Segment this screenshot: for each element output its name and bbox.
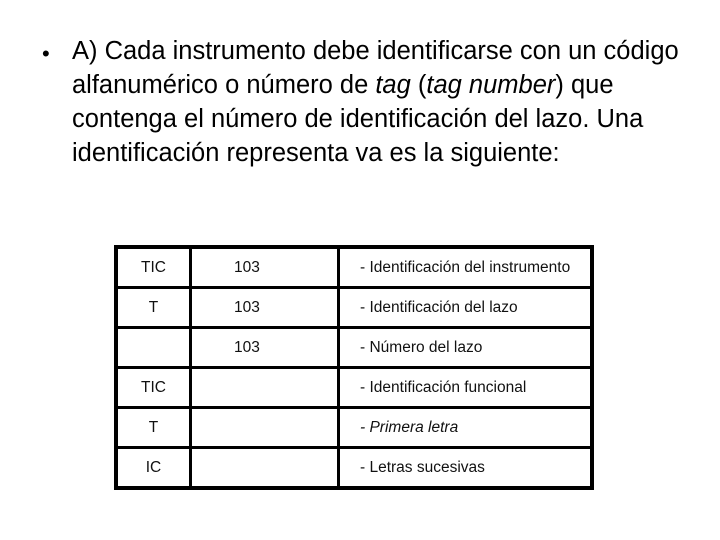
tag-description-cell: - Primera letra: [339, 408, 593, 448]
tag-description-cell: - Identificación del instrumento: [339, 247, 593, 288]
bullet-paragraph: [42, 34, 692, 170]
tag-number-cell: 103: [191, 247, 339, 288]
tag-number-cell: 103: [191, 328, 339, 368]
tag-code-cell: T: [116, 288, 191, 328]
bullet-text-part: ) que contenga el número de identificación del lazo. Una identificación representa va es la siguiente:: [72, 71, 644, 167]
table-row: [116, 247, 592, 288]
tag-table: [114, 245, 594, 490]
bullet-text-italic: tag number: [426, 71, 556, 99]
tag-code-cell: IC: [116, 448, 191, 489]
tag-number-cell: [191, 368, 339, 408]
tag-code-cell: [116, 328, 191, 368]
table-row: [116, 408, 592, 448]
tag-description-cell: - Número del lazo: [339, 328, 593, 368]
tag-code-cell: T: [116, 408, 191, 448]
bullet-text-italic: tag: [375, 71, 411, 99]
tag-description-cell: - Identificación funcional: [339, 368, 593, 408]
table-row: [116, 328, 592, 368]
table-row: [116, 448, 592, 489]
tag-code-cell: TIC: [116, 368, 191, 408]
tag-number-cell: [191, 408, 339, 448]
bullet-text-part: A) Cada instrumento debe identificarse con un código alfanumérico o número de: [72, 37, 679, 99]
bullet-icon: •: [42, 41, 50, 66]
bullet-text-part: (: [410, 71, 427, 99]
tag-number-cell: 103: [191, 288, 339, 328]
tag-number-cell: [191, 448, 339, 489]
tag-description-cell: - Letras sucesivas: [339, 448, 593, 489]
bullet-text: [72, 34, 692, 170]
tag-code-cell: TIC: [116, 247, 191, 288]
tag-description-cell: - Identificación del lazo: [339, 288, 593, 328]
table-row: [116, 368, 592, 408]
table-row: [116, 288, 592, 328]
